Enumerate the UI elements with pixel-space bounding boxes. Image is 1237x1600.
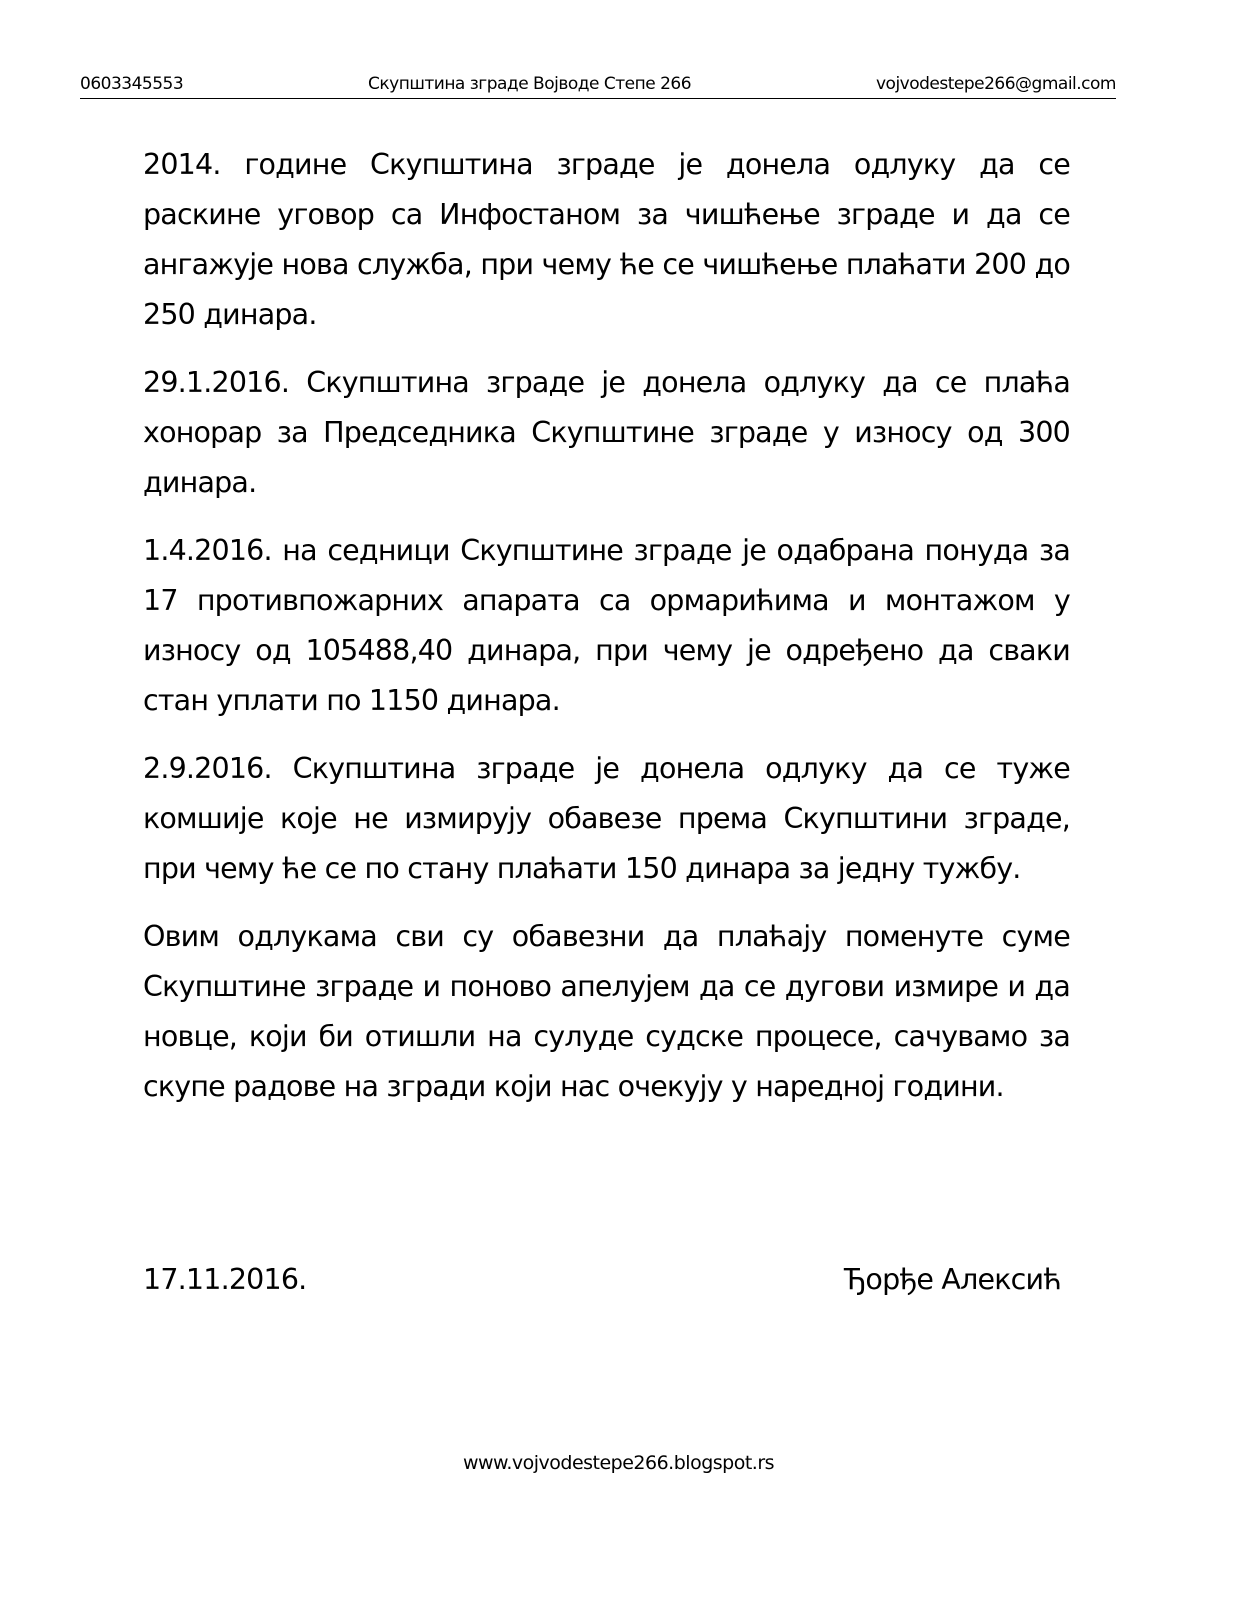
footer-website: www.vojvodestepe266.blogspot.rs bbox=[462, 1452, 775, 1474]
header-email: vojvodestepe266@gmail.com bbox=[875, 74, 1116, 94]
paragraph-fire-extinguishers: 1.4.2016. на седници Скупштине зграде је одабрана понуда за 17 противпожарних апарата са ормарићима и монтажом у износу од 105488,40 динара, при чему је одређено да сваки стан уплати по 1150 динара. bbox=[143, 534, 1070, 717]
document-date: 17.11.2016. bbox=[143, 1263, 307, 1296]
document-body bbox=[143, 140, 1070, 1130]
paragraph-president-fee: 29.1.2016. Скупштина зграде је донела одлуку да се плаћа хонорар за Председника Скупштине зграде у износу од 300 динара. bbox=[143, 366, 1070, 499]
header-phone: 0603345553 bbox=[80, 74, 184, 94]
page-header bbox=[80, 72, 1116, 99]
paragraph-cleaning-decision: 2014. године Скупштина зграде је донела одлуку да се раскине уговор са Инфостаном за чишћење зграде и да се ангажује нова служба, при чему ће се чишћење плаћати 200 до 250 динара. bbox=[143, 148, 1070, 331]
paragraph-lawsuits: 2.9.2016. Скупштина зграде је донела одлуку да се туже комшије које не измирују обавезе према Скупштини зграде, при чему ће се по стану плаћати 150 динара за једну тужбу. bbox=[143, 752, 1070, 885]
paragraph-appeal: Овим одлукама сви су обавезни да плаћају поменуте суме Скупштине зграде и поново апелујем да се дугови измире и да новце, који би отишли на сулуде судске процесе, сачувамо за скупе радове на згради који нас очекују у наредној години. bbox=[143, 920, 1070, 1103]
document-signature: Ђорђе Алексић bbox=[843, 1263, 1061, 1296]
header-title: Скупштина зграде Војводе Степе 266 bbox=[368, 74, 692, 94]
